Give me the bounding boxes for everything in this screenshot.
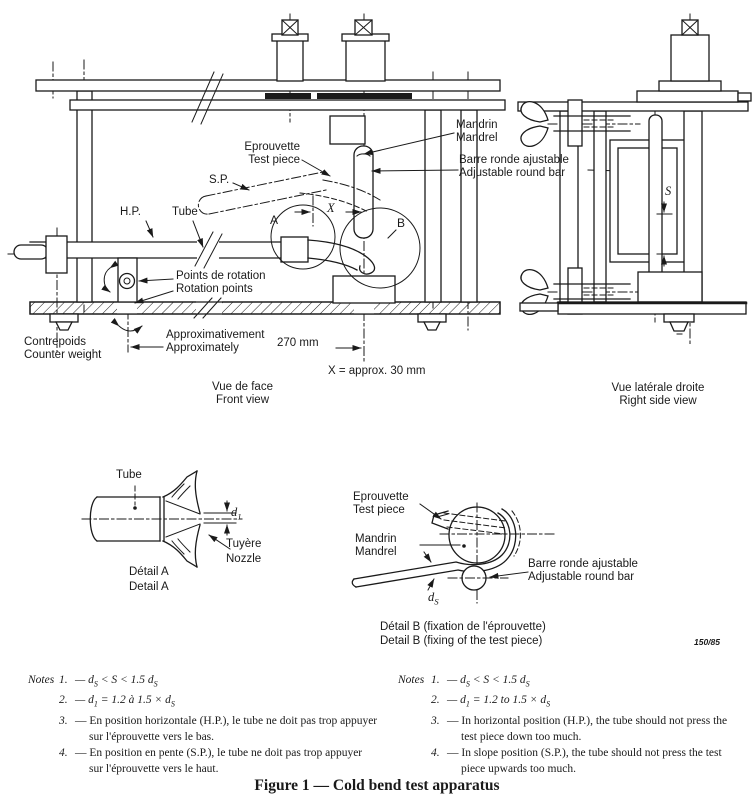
note-number: 2.	[431, 694, 440, 707]
note-text: — En position en pente (S.P.), le tube ne doit pas trop appuyer sur l'éprouvette vers le haut.	[75, 746, 363, 775]
figure-caption: Figure 1 — Cold bend test apparatus	[254, 777, 500, 794]
mandrel-label-en: Mandrel	[456, 132, 498, 144]
note-number: 1.	[59, 674, 68, 686]
rotation-points-label-fr: Points de rotation	[176, 270, 266, 282]
note-en-1	[431, 672, 743, 692]
note-text: — In slope position (S.P.), the tube should not press the test piece upwards too much.	[447, 746, 722, 775]
note-text: — $d_1 = 1.2$ to $1.5 \times d_S$	[447, 694, 551, 709]
detail-b-round-bar-label	[528, 558, 638, 584]
notes-heading-en: Notes	[398, 674, 425, 686]
detail-b-mandrel-label	[355, 533, 397, 559]
detail-b-mandrel-label-fr: Mandrin	[355, 533, 397, 545]
note-number: 4.	[59, 746, 68, 759]
note-text: — In horizontal position (H.P.), the tube should not press the test piece down too much.	[447, 714, 728, 743]
d1-label: $d_1$	[231, 505, 242, 522]
detail-b-mandrel-label-en: Mandrel	[355, 546, 397, 558]
detail-b-test-piece-label	[353, 491, 409, 517]
x-dimension-marker: X	[327, 201, 335, 215]
side-view-caption-fr: Vue latérale droite	[611, 382, 705, 394]
notes-heading-fr: Notes	[28, 674, 55, 686]
front-view-caption	[195, 381, 290, 407]
detail-a-drawing	[82, 471, 242, 567]
note-text: — $d_S < S < 1.5$ $d_S$	[447, 674, 530, 689]
x-equals-label: X = approx. 30 mm	[328, 365, 426, 377]
detail-a-caption-fr: Détail A	[129, 566, 169, 578]
approximately-label	[166, 329, 264, 355]
detail-b-round-bar-label-en: Adjustable round bar	[528, 571, 635, 583]
counter-weight-label	[24, 336, 101, 362]
approximately-label-en: Approximately	[166, 342, 239, 354]
tube-label: Tube	[172, 206, 198, 218]
test-piece-label-en: Test piece	[248, 154, 300, 166]
side-view-caption	[597, 382, 719, 408]
round-bar-label	[459, 154, 569, 180]
detail-b-caption-en: Detail B (fixing of the test piece)	[380, 634, 543, 647]
round-bar-label-fr: Barre ronde ajustable	[459, 154, 569, 166]
side-view-caption-en: Right side view	[619, 395, 697, 407]
s-dimension-marker: S	[665, 184, 672, 198]
nozzle-label	[226, 537, 261, 567]
front-view-caption-fr: Vue de face	[212, 381, 273, 393]
round-bar-label-en: Adjustable round bar	[459, 167, 566, 179]
note-text: — $d_1 = 1.2$ à $1.5 \times d_S$	[75, 694, 175, 709]
nozzle-label-en: Nozzle	[226, 553, 262, 565]
notes-english	[398, 672, 743, 777]
rotation-points-label	[176, 270, 266, 296]
ds-label: $d_S$	[428, 590, 439, 607]
note-en-2	[431, 692, 743, 712]
horizontal-position-label: H.P.	[120, 206, 141, 218]
note-fr-2	[59, 692, 378, 712]
reference-mark: 150/85	[694, 637, 720, 647]
detail-b-marker: B	[397, 216, 406, 230]
note-text: — $d_S < S < 1.5$ $d_S$	[75, 674, 158, 689]
note-number: 1.	[431, 674, 440, 686]
note-number: 2.	[59, 694, 68, 707]
note-fr-4	[59, 745, 378, 777]
detail-b-test-piece-label-fr: Eprouvette	[353, 491, 409, 503]
mandrel-label	[456, 119, 498, 145]
note-text: — En position horizontale (H.P.), le tube ne doit pas trop appuyer sur l'éprouvette vers le bas.	[75, 714, 378, 743]
notes-french	[28, 672, 378, 777]
slope-position-label: S.P.	[209, 174, 230, 186]
note-fr-3	[59, 713, 378, 745]
detail-a-caption	[129, 565, 169, 595]
front-view-caption-en: Front view	[215, 394, 270, 406]
detail-b-test-piece-label-en: Test piece	[353, 504, 405, 516]
approximately-label-fr: Approximativement	[166, 329, 265, 341]
counter-weight-label-fr: Contrepoids	[24, 336, 87, 348]
nozzle-label-fr: Tuyère	[226, 538, 262, 550]
note-number: 3.	[431, 714, 440, 727]
detail-b-caption-fr: Détail B (fixation de l'éprouvette)	[380, 621, 546, 633]
test-piece-label	[220, 141, 300, 167]
detail-a-caption-en: Detail A	[129, 581, 169, 593]
detail-a-tube-label: Tube	[116, 469, 142, 481]
detail-b-caption	[380, 621, 546, 648]
note-number: 4.	[431, 746, 440, 759]
test-piece-label-fr: Eprouvette	[244, 141, 300, 153]
note-number: 3.	[59, 714, 68, 727]
counter-weight-label-en: Counter weight	[24, 349, 102, 361]
note-en-3	[431, 713, 743, 745]
dim-270mm-label: 270 mm	[277, 337, 319, 349]
detail-a-marker: A	[270, 213, 279, 227]
rotation-points-label-en: Rotation points	[176, 283, 253, 295]
note-en-4	[431, 745, 743, 777]
note-fr-1	[59, 672, 378, 692]
mandrel-label-fr: Mandrin	[456, 119, 498, 131]
detail-b-round-bar-label-fr: Barre ronde ajustable	[528, 558, 638, 570]
